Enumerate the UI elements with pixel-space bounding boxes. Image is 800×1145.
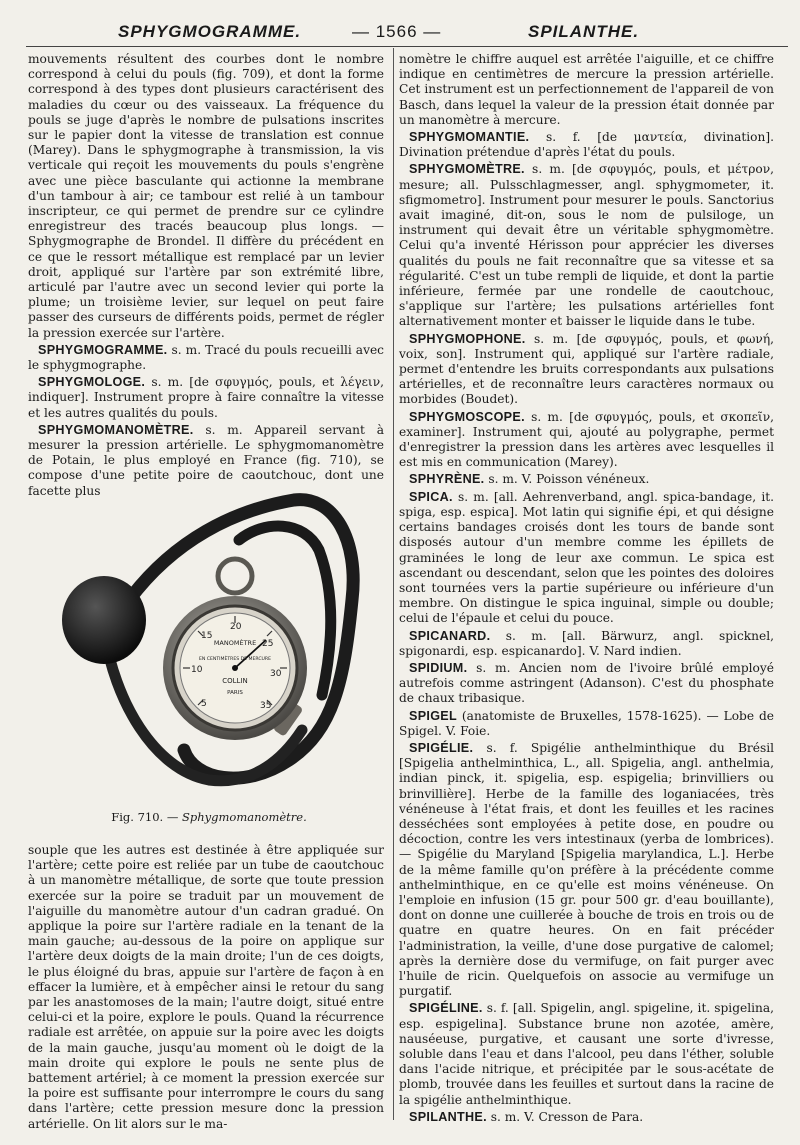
dial-number: 20 [230,622,242,632]
entry-headword: SPHYGMOSCOPE. [409,409,525,424]
dictionary-entry [399,490,774,627]
left-column-bottom [28,843,384,1131]
entry-headword: SPHYGMOMANTIE. [409,130,530,145]
entry-headword: SPILANTHE. [409,1109,487,1124]
entry-text: s. m. V. Poisson vénéneux. [484,472,650,487]
header-rule [26,46,788,47]
column-divider [393,48,394,1120]
dictionary-entry [399,472,774,487]
dial-number: 30 [270,669,282,679]
figure-710 [34,480,384,840]
entry-text: s. f. [all. Spigelin, angl. spigeline, it. spigelina, esp. espigelina]. Substance brune non azotée, amère, nauséeuse, purgative, et causant une sorte d'ivresse, soluble dans l'eau et dans l'alcool, peu dans l'éther, soluble dans l'acide nitrique, et précipitée par le sous-acétate de plomb, trouvée dans les feuilles et surtout dans la racine de la spigélie anthelminthique. [399,1001,774,1107]
dictionary-entry [399,162,774,329]
dial-number: 10 [191,665,203,675]
entry-headword: SPIGEL [409,708,457,723]
running-head [0,10,800,46]
figure-title: — Sphygmomanomètre. [166,810,307,824]
entry-text: s. m. [de σφυγμός, pouls, et μέτρον, mesure; all. Pulsschlagmesser, angl. sphygmometer, it. sfigmometro]. Instrument pour mesurer le pouls. Sanctorius avait imaginé, dit-on, sous le nom de pulsiloge, un instrument qui devait être un véritable sphygmomètre. Celui qu'a inventé Hérisson pour apprécier les diverses qualités du pouls ne fait reconnaître que sa vitesse et sa régularité. C'est un tube rempli de liquide, et dont la partie inférieure, fermée par une rondelle de caoutchouc, s'applique sur l'artère; les pulsations artérielles font alternativement monter et baisser le liquide dans le tube. [399,162,774,329]
dictionary-entry [28,375,384,421]
dictionary-entry [399,629,774,659]
entry-text: (anatomiste de Bruxelles, 1578-1625). — Lobe de Spigel. V. Foie. [399,708,774,738]
entry-headword: SPHYGMOLOGE. [38,375,146,390]
dial-number: 5 [201,699,207,709]
entry-text: souple que les autres est destinée à être appliquée sur l'artère; cette poire est reliée par un tube de caoutchouc à un manomètre métallique, de sorte que toute pression exercée sur la poire se traduit par un mouvement de l'aiguille du manomètre autour d'un cadran gradué. On applique la poire sur l'artère radiale en la tenant de la main gauche; au-dessous de la poire on applique sur l'artère deux doigts de la main droite; l'un de ces doigts, le plus éloigné du bras, appuie sur l'artère de façon à en effacer la lumière, et à empêcher ainsi le retour du sang par les anastomoses de la main; l'autre doigt, situé entre celui-ci et la poire, explore le pouls. Quand la récurrence radiale est arrêtée, on appuie sur la poire avec les doigts de la main gauche, jusqu'au moment où le doigt de la main droite qui explore le pouls ne sente plus de battement artériel; à ce moment la pression exercée sur la poire est suffisante pour interrompre le cours du sang dans l'artère; cette pression mesure donc la pression artérielle. On lit alors sur le ma- [28,843,384,1131]
dictionary-entry [399,1001,774,1107]
needle-pivot [232,665,238,671]
dial-maker: COLLIN [222,677,248,685]
entry-text: s. f. Spigélie anthelminthique du Brésil [Spigelia anthelminthica, L., all. Spigelia, angl. anthelmia, indian pinck, it. spigelia, esp. espigelia; brinvilliers ou brinvillière]. Herbe de la famille des loganiacées, très vénéneuse à l'état frais, et dont les feuilles et les racines desséchées sont employées à petite dose, en poudre ou décoction, contre les vers intestinaux (yerba de lombrices). — Spigélie du Maryland [Spigelia marylandica, L.]. Herbe de la même famille qu'on préfère à la précédente comme anthelminthique, en ce qu'elle est moins vénéneuse. On l'emploie en infusion (15 gr. pour 500 gr. d'eau bouillante), dont on donne une cuillerée à bouche de trois en trois ou de quatre en quatre heures. On en fait précéder l'administration, la veille, d'une dose purgative de calomel; après la dernière dose du vermifuge, on fait purger avec l'huile de ricin. Quelquefois on associe au vermifuge un purgatif. [399,740,774,999]
entry-text: s. f. [de μαντεία, divination]. Divination prétendue d'après l'état du pouls. [399,130,774,160]
right-column [399,52,774,1124]
dictionary-entry [399,709,774,739]
sphygmomanometer-illustration [34,480,384,805]
entry-headword: SPICANARD. [409,628,491,643]
entry-headword: SPHYGMOMANOMÈTRE. [38,422,194,437]
dictionary-entry [399,130,774,160]
dictionary-entry [399,661,774,707]
dial-city: PARIS [227,690,243,696]
dial-number: 35 [260,701,272,711]
dictionary-entry [399,410,774,471]
entry-text: s. m. [de σφυγμός, pouls, et σκοπεῖν, examiner]. Instrument qui, ajouté au polygraphe, permet d'enregistrer la pression dans les artères avec lesquelles il est mis en communication (Marey). [399,409,774,470]
entry-text: s. m. [all. Bärwurz, angl. spicknel, spigonardi, esp. espicanardo]. V. Nard indien. [399,628,774,658]
figure-caption [34,810,384,824]
entry-text: s. m. [de σφυγμός, pouls, et λέγειν, indiquer]. Instrument propre à faire connaître la vitesse et les autres qualités du pouls. [28,375,384,420]
entry-text: s. m. Ancien nom de l'ivoire brûlé employé autrefois comme astringent (Adanson). C'est du phosphate de chaux tribasique. [399,660,774,706]
entry-headword: SPIGÉLIE. [409,740,474,755]
entry-headword: SPIGÉLINE. [409,1001,483,1016]
entry-headword: SPICA. [409,489,453,504]
left-column-top [28,52,384,498]
entry-text: s. m. [all. Aehrenverband, angl. spica-bandage, it. spiga, esp. espica]. Mot latin qui signifie épi, et qui désigne certains bandages croisés dont les tours de bande sont disposés autour d'un membre comme les épillets de graminées le long de leur axe commun. Le spica est ascendant ou descendant, selon que les pointes des doloires sont tournées vers la partie supérieure ou inférieure d'un membre. On distingue le spica inguinal, simple ou double; celui de l'épaule et celui du pouce. [399,489,774,626]
manometer-ring [218,559,252,593]
entry-headword: SPHYGMOMÈTRE. [409,162,525,177]
dial-number: 25 [262,639,274,649]
dial-label: MANOMÈTRE [213,639,257,647]
dictionary-entry [399,741,774,999]
dial-label: EN CENTIMÈTRES DE MERCURE [198,657,272,662]
dial-number: 15 [201,631,213,641]
entry-text: s. m. Appareil servant à mesurer la pression artérielle. Le sphygmomanomètre de Potain, le plus employé en France (fig. 710), se compose d'une petite poire de caoutchouc, dont une facette plus [28,422,384,498]
entry-text: s. m. Tracé du pouls recueilli avec le sphygmographe. [28,342,384,373]
entry-text: s. m. V. Cresson de Para. [486,1109,644,1124]
entry-headword: SPHYRÈNE. [409,472,485,487]
figure-number: Fig. 710. [111,810,164,824]
entry-continuation [399,52,774,128]
entry-headword: SPHYGMOGRAMME. [38,342,168,357]
entry-continuation [28,843,384,1132]
entry-text: s. m. [de σφυγμός, pouls, et φωνή, voix, son]. Instrument qui, appliqué sur l'artère radiale, permet d'entendre les bruits correspondants aux pulsations artérielles, et de reconnaître leurs caractères normaux ou morbides (Boudet). [399,331,774,407]
dictionary-entry [399,1110,774,1125]
entry-text: nomètre le chiffre auquel est arrêtée l'aiguille, et ce chiffre indique en centimètres de mercure la pression artérielle. Cet instrument est un perfectionnement de l'appareil de von Basch, dans lequel la valeur de la pression était donnée par un manomètre à mercure. [399,52,774,127]
entry-headword: SPIDIUM. [409,660,468,675]
entry-text: mouvements résultent des courbes dont le nombre correspond à celui du pouls (fig. 709), et dont la forme correspond à des types dont plusieurs caractérisent des maladies du cœur ou des vaisseaux. La fréquence du pouls se juge d'après le nombre de pulsations inscrites sur le papier dont la vitesse de translation est connue (Marey). Dans le sphygmographe à transmission, la vis verticale qui reçoit les mouvements du pouls s'engrène avec une pièce basculante qui actionne la membrane d'un tambour à air; ce tambour est relié à un tambour inscripteur, ce qui permet de prendre sur ce cylindre enregistreur des tracés beaucoup plus longs. — Sphygmographe de Brondel. Il diffère du précédent en ce que le ressort métallique est remplacé par un levier droit, appliqué sur l'artère par son extrémité libre, articulé par l'autre avec un second levier qui porte la plume; un troisième levier, sur lequel on peut faire passer des curseurs de différents poids, permet de régler la pression exercée sur l'artère. [28,52,384,340]
rubber-bulb [62,576,146,664]
entry-headword: SPHYGMOPHONE. [409,331,526,346]
running-head-left: SPHYGMOGRAMME. [118,22,302,41]
entry-continuation [28,52,384,341]
running-head-right: SPILANTHE. [528,22,640,41]
dictionary-entry [28,343,384,373]
dictionary-entry [399,332,774,408]
page-number: — 1566 — [352,22,442,41]
